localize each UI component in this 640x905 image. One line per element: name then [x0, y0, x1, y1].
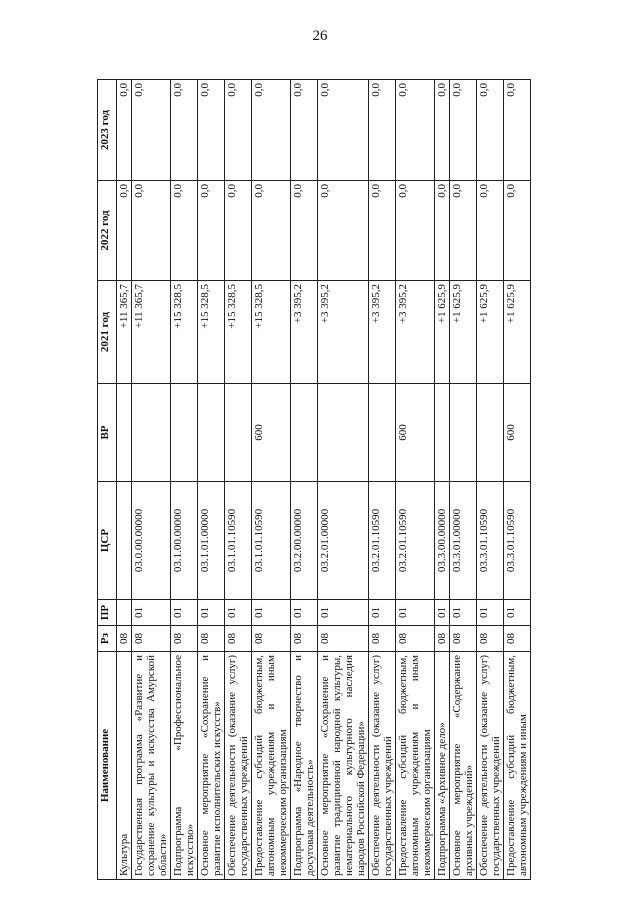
cell-name: Предоставление субсидий бюджетным, автономным учреждениям и иным некоммерческим организациям — [396, 652, 435, 880]
cell-vr — [291, 384, 318, 482]
cell-vr — [450, 384, 477, 482]
cell-pr: 01 — [252, 600, 291, 626]
cell-2022: 0,0 — [396, 181, 435, 281]
cell-csr: 03.1.00.00000 — [171, 482, 198, 600]
cell-2023: 0,0 — [198, 80, 225, 181]
cell-vr — [171, 384, 198, 482]
header-pr: ПР — [98, 600, 117, 626]
cell-2022: 0,0 — [435, 181, 450, 281]
table-row — [291, 80, 318, 880]
header-vr: ВР — [98, 384, 117, 482]
cell-vr — [198, 384, 225, 482]
cell-csr: 03.1.01.10590 — [225, 482, 252, 600]
cell-pr: 01 — [198, 600, 225, 626]
cell-pr: 01 — [504, 600, 531, 626]
cell-csr: 03.2.00.00000 — [291, 482, 318, 600]
cell-2022: 0,0 — [450, 181, 477, 281]
header-csr: ЦСР — [98, 482, 117, 600]
cell-name: Обеспечение деятельности (оказание услуг) государственных учреждений — [369, 652, 396, 880]
cell-rz: 08 — [396, 626, 435, 652]
cell-rz: 08 — [504, 626, 531, 652]
cell-2022: 0,0 — [225, 181, 252, 281]
cell-2022: 0,0 — [477, 181, 504, 281]
cell-csr: 03.0.00.00000 — [132, 482, 171, 600]
cell-csr: 03.3.00.00000 — [435, 482, 450, 600]
cell-pr: 01 — [225, 600, 252, 626]
cell-pr — [117, 600, 132, 626]
cell-2023: 0,0 — [369, 80, 396, 181]
cell-2023: 0,0 — [225, 80, 252, 181]
cell-vr — [225, 384, 252, 482]
cell-name: Подпрограмма «Архивное дело» — [435, 652, 450, 880]
cell-2022: 0,0 — [504, 181, 531, 281]
cell-name: Подпрограмма «Народное творчество и досуговая деятельность» — [291, 652, 318, 880]
header-2023: 2023 год — [98, 80, 117, 181]
cell-name: Обеспечение деятельности (оказание услуг) государственных учреждений — [225, 652, 252, 880]
table-row — [252, 80, 291, 880]
cell-2021: +3 395,2 — [291, 281, 318, 384]
cell-2021: +15 328,5 — [225, 281, 252, 384]
cell-vr — [435, 384, 450, 482]
cell-vr: 600 — [252, 384, 291, 482]
table-row — [450, 80, 477, 880]
cell-2021: +15 328,5 — [252, 281, 291, 384]
cell-2023: 0,0 — [171, 80, 198, 181]
cell-pr: 01 — [369, 600, 396, 626]
cell-2022: 0,0 — [132, 181, 171, 281]
cell-2021: +11 365,7 — [117, 281, 132, 384]
header-name: Наименование — [98, 652, 117, 880]
cell-name: Предоставление субсидий бюджетным, автономным учреждениям и иным — [504, 652, 531, 880]
cell-rz: 08 — [477, 626, 504, 652]
table-body — [117, 80, 531, 880]
cell-vr — [369, 384, 396, 482]
cell-rz: 08 — [318, 626, 369, 652]
cell-2021: +3 395,2 — [369, 281, 396, 384]
cell-pr: 01 — [132, 600, 171, 626]
cell-2021: +1 625,9 — [477, 281, 504, 384]
cell-2023: 0,0 — [435, 80, 450, 181]
cell-2023: 0,0 — [117, 80, 132, 181]
cell-pr: 01 — [450, 600, 477, 626]
cell-2023: 0,0 — [132, 80, 171, 181]
cell-2023: 0,0 — [291, 80, 318, 181]
cell-2021: +11 365,7 — [132, 281, 171, 384]
header-2021: 2021 год — [98, 281, 117, 384]
cell-name: Основное мероприятие «Сохранение и развитие исполнительских искусств» — [198, 652, 225, 880]
table-row — [477, 80, 504, 880]
cell-csr: 03.1.01.10590 — [252, 482, 291, 600]
cell-vr — [477, 384, 504, 482]
cell-2023: 0,0 — [396, 80, 435, 181]
cell-pr: 01 — [435, 600, 450, 626]
cell-pr: 01 — [318, 600, 369, 626]
cell-rz: 08 — [198, 626, 225, 652]
cell-rz: 08 — [171, 626, 198, 652]
cell-name: Предоставление субсидий бюджетным, автономным учреждениям и иным некоммерческим организациям — [252, 652, 291, 880]
cell-name: Государственная программа «Развитие и сохранение культуры и искусства Амурской области» — [132, 652, 171, 880]
cell-pr: 01 — [291, 600, 318, 626]
cell-csr: 03.3.01.10590 — [477, 482, 504, 600]
cell-rz: 08 — [132, 626, 171, 652]
cell-rz: 08 — [291, 626, 318, 652]
cell-name: Основное мероприятие «Содержание архивных учреждений» — [450, 652, 477, 880]
cell-2023: 0,0 — [318, 80, 369, 181]
cell-vr — [132, 384, 171, 482]
cell-2021: +3 395,2 — [318, 281, 369, 384]
table-row — [117, 80, 132, 880]
header-2022: 2022 год — [98, 181, 117, 281]
cell-2021: +1 625,9 — [450, 281, 477, 384]
cell-csr: 03.3.01.00000 — [450, 482, 477, 600]
cell-vr: 600 — [396, 384, 435, 482]
cell-csr: 03.2.01.10590 — [369, 482, 396, 600]
cell-rz: 08 — [435, 626, 450, 652]
table-row — [198, 80, 225, 880]
cell-pr: 01 — [171, 600, 198, 626]
cell-2021: +1 625,9 — [435, 281, 450, 384]
table-row — [369, 80, 396, 880]
budget-table — [97, 79, 531, 880]
cell-2023: 0,0 — [252, 80, 291, 181]
cell-rz: 08 — [225, 626, 252, 652]
cell-2022: 0,0 — [318, 181, 369, 281]
cell-2022: 0,0 — [291, 181, 318, 281]
cell-2021: +1 625,9 — [504, 281, 531, 384]
cell-2022: 0,0 — [171, 181, 198, 281]
cell-2021: +15 328,5 — [198, 281, 225, 384]
cell-rz: 08 — [252, 626, 291, 652]
cell-csr: 03.2.01.10590 — [396, 482, 435, 600]
cell-pr: 01 — [396, 600, 435, 626]
table-row — [435, 80, 450, 880]
page-number: 26 — [312, 28, 328, 44]
cell-name: Основное мероприятие «Сохранение и развитие традиционной народной культуры, нематериального культурного наследия народов Российской Федерации» — [318, 652, 369, 880]
table-row — [132, 80, 171, 880]
cell-2021: +3 395,2 — [396, 281, 435, 384]
header-rz: Рз — [98, 626, 117, 652]
table-row — [225, 80, 252, 880]
table-row — [504, 80, 531, 880]
budget-table-container — [97, 80, 557, 880]
cell-rz: 08 — [369, 626, 396, 652]
cell-2022: 0,0 — [369, 181, 396, 281]
cell-csr: 03.2.01.00000 — [318, 482, 369, 600]
cell-rz: 08 — [450, 626, 477, 652]
cell-csr: 03.3.01.10590 — [504, 482, 531, 600]
cell-rz: 08 — [117, 626, 132, 652]
cell-pr: 01 — [477, 600, 504, 626]
cell-2022: 0,0 — [252, 181, 291, 281]
cell-2022: 0,0 — [198, 181, 225, 281]
cell-2023: 0,0 — [450, 80, 477, 181]
table-header-row — [98, 80, 117, 880]
cell-2023: 0,0 — [477, 80, 504, 181]
cell-2021: +15 328,5 — [171, 281, 198, 384]
cell-vr — [117, 384, 132, 482]
cell-vr: 600 — [504, 384, 531, 482]
cell-vr — [318, 384, 369, 482]
cell-name: Подпрограмма «Профессиональное искусство» — [171, 652, 198, 880]
cell-2022: 0,0 — [117, 181, 132, 281]
cell-csr: 03.1.01.00000 — [198, 482, 225, 600]
table-row — [396, 80, 435, 880]
table-row — [318, 80, 369, 880]
cell-name: Обеспечение деятельности (оказание услуг) государственных учреждений — [477, 652, 504, 880]
cell-2023: 0,0 — [504, 80, 531, 181]
cell-csr — [117, 482, 132, 600]
cell-name: Культура — [117, 652, 132, 880]
table-row — [171, 80, 198, 880]
